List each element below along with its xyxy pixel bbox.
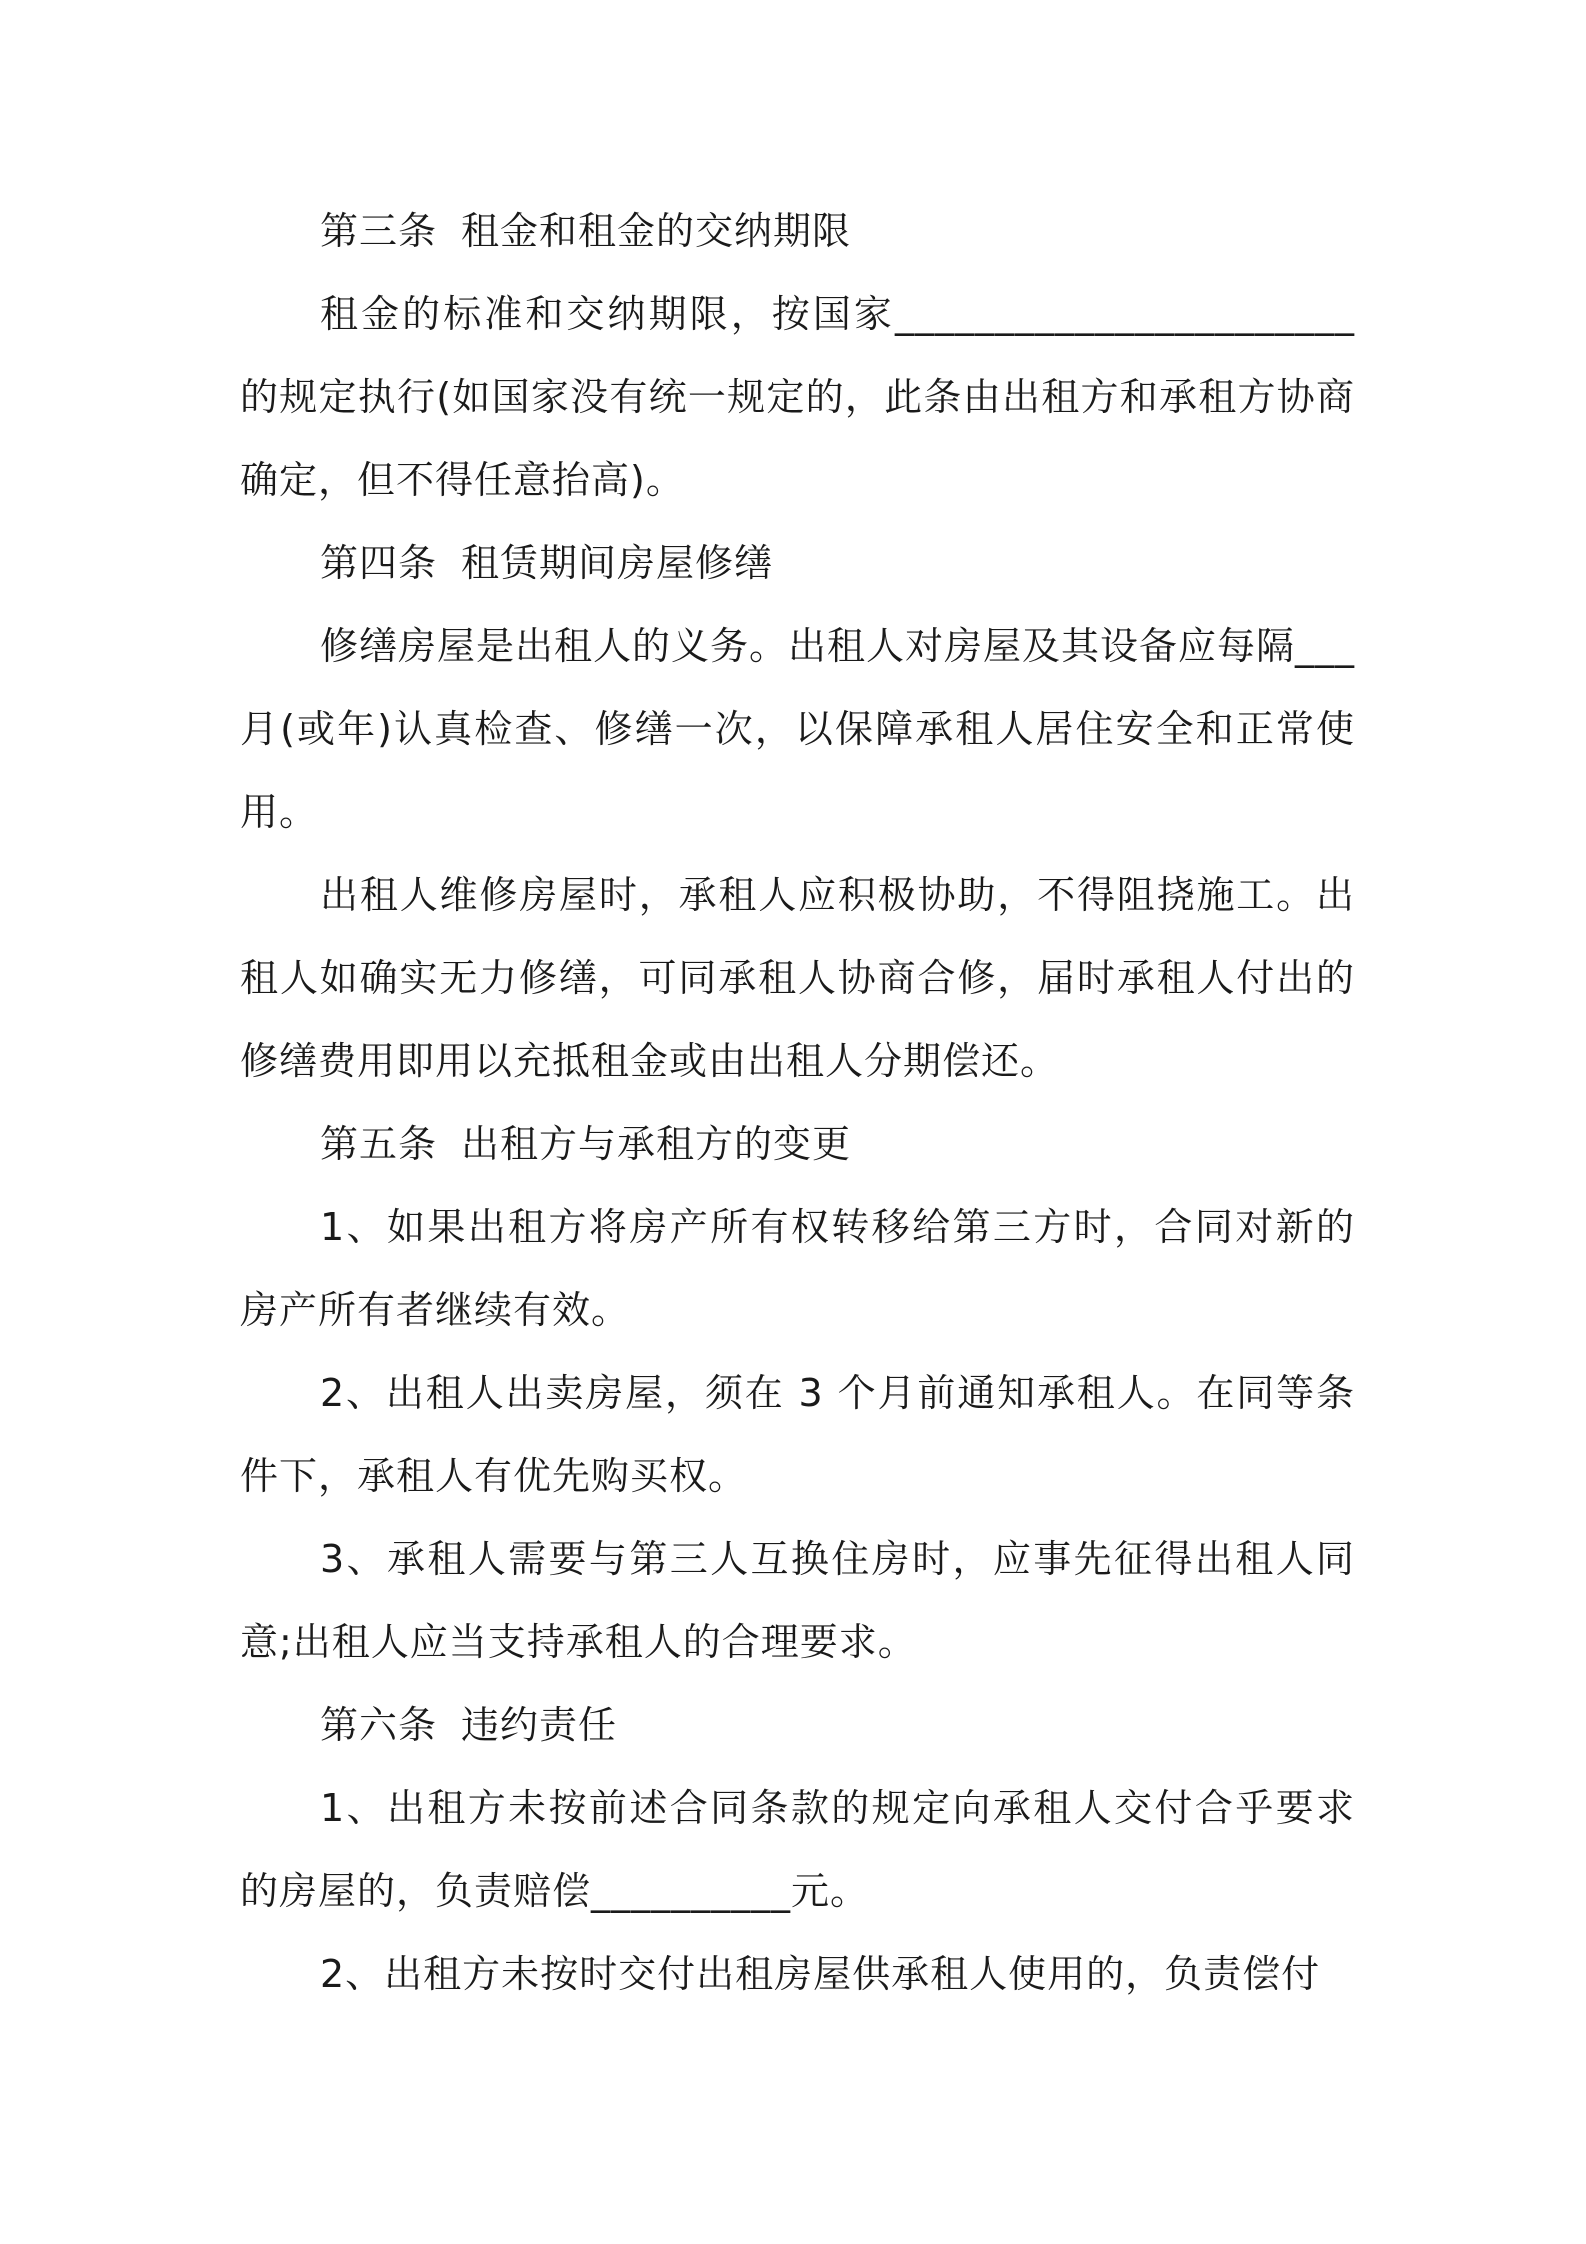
section-title: 违约责任 [461,1703,618,1747]
paragraph: 1、出租方未按前述合同条款的规定向承租人交付合乎要求的房屋的，负责赔偿__________元。 [240,1786,1355,1913]
section-heading-5 [240,1103,1355,1186]
document-body [240,190,1355,2016]
section-heading-4 [240,522,1355,605]
paragraph: 2、出租方未按时交付出租房屋供承租人使用的，负责偿付 [320,1952,1321,1996]
section-heading-3 [240,190,1355,273]
paragraph: 出租人维修房屋时，承租人应积极协助，不得阻挠施工。出租人如确实无力修缮，可同承租人协商合修，届时承租人付出的修缮费用即用以充抵租金或由出租人分期偿还。 [240,873,1355,1083]
paragraph: 3、承租人需要与第三人互换住房时，应事先征得出租人同意;出租人应当支持承租人的合理要求。 [240,1537,1355,1664]
paragraph: 2、出租人出卖房屋，须在 3 个月前通知承租人。在同等条件下，承租人有优先购买权。 [240,1371,1355,1498]
section-heading-6 [240,1684,1355,1767]
section-title: 出租方与承租方的变更 [461,1122,852,1166]
paragraph: 修缮房屋是出租人的义务。出租人对房屋及其设备应每隔___月(或年)认真检查、修缮一次，以保障承租人居住安全和正常使用。 [240,624,1356,834]
section-number: 第四条 [320,541,438,585]
paragraph: 1、如果出租方将房产所有权转移给第三方时，合同对新的房产所有者继续有效。 [240,1205,1355,1332]
section-number: 第三条 [320,209,438,253]
section-number: 第六条 [320,1703,438,1747]
section-number: 第五条 [320,1122,438,1166]
section-title: 租金和租金的交纳期限 [461,209,852,253]
section-title: 租赁期间房屋修缮 [461,541,774,585]
paragraph: 租金的标准和交纳期限，按国家_______________________的规定执行(如国家没有统一规定的，此条由出租方和承租方协商确定，但不得任意抬高)。 [240,292,1356,502]
